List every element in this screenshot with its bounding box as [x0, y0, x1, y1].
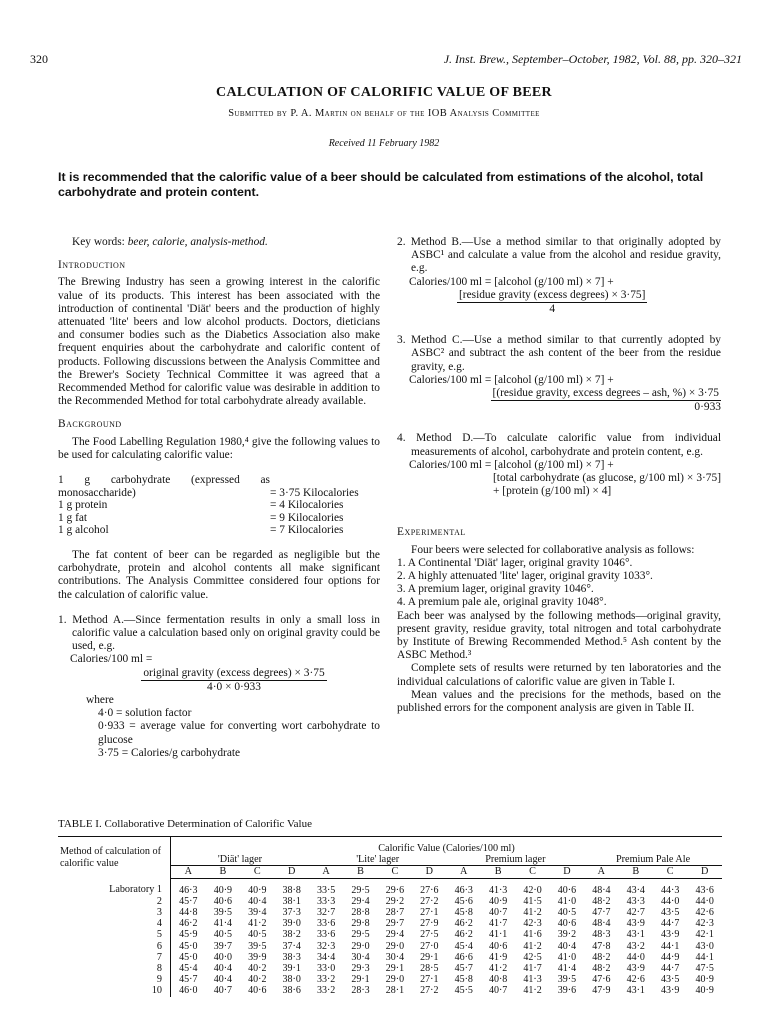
beer-list-item: 1. A Continental 'Diät' lager, original gravity 1046°.: [397, 556, 633, 569]
calorie-item: 1 g fat: [58, 511, 88, 524]
method-header: B: [343, 866, 377, 878]
table-cell: 43·6: [695, 884, 714, 896]
table-cell: 39·0: [282, 918, 301, 930]
table-cell: 40·9: [488, 895, 508, 907]
method-header: A: [309, 866, 343, 878]
table-header-row: [58, 837, 722, 855]
table-cell: 40·9: [695, 985, 714, 997]
right-column: [397, 236, 721, 715]
table-cell: 46·0: [171, 985, 206, 996]
table-cell: 46·2: [454, 918, 473, 930]
table-cell: 41·4: [213, 918, 233, 930]
table-cell: 27·2: [420, 985, 439, 997]
table-cell: 29·0: [385, 940, 405, 952]
method-header: D: [550, 866, 584, 878]
table-cell: 48·3: [592, 929, 611, 941]
table-cell: 29·4: [351, 895, 370, 907]
table-cell: 46·3: [454, 884, 473, 896]
table-cell: 39·9: [248, 951, 267, 963]
calorie-item: 1 g alcohol: [58, 524, 109, 537]
table-cell: 41·5: [523, 895, 542, 907]
background-heading: Background: [58, 418, 122, 431]
submitted-by: Submitted by P. A. Martin on behalf of the IOB Analysis Committee: [228, 108, 540, 119]
row-label: 9: [156, 974, 162, 986]
table-cell: 48·2: [592, 951, 611, 963]
table-cell: 40·8: [488, 974, 508, 986]
method-d-formula-1: Calories/100 ml = [alcohol (g/100 ml) × 7] +: [409, 458, 614, 471]
calorie-value: = 3·75 Kilocalories: [270, 486, 359, 499]
method-d-formula-2: [total carbohydrate (as glucose, g/100 ml) × 3·75] + [protein (g/100 ml) × 4]: [493, 472, 721, 498]
table-cell: 40·4: [248, 895, 267, 907]
table-cell: 30·4: [385, 951, 405, 963]
table-row: [58, 963, 722, 974]
method-header: C: [378, 866, 412, 878]
table-cell: 43·9: [626, 963, 645, 975]
table-body: [58, 878, 722, 997]
calorie-row: [58, 499, 380, 512]
table-row: [58, 929, 722, 940]
table-cell: 40·7: [488, 985, 508, 997]
row-label: 3: [156, 907, 162, 919]
table-cell: 27·6: [420, 884, 439, 896]
table-cell: 43·0: [695, 940, 714, 952]
row-header: Method of calculation of calorific value: [58, 837, 171, 879]
table-row: [58, 941, 722, 952]
table-cell: 40·9: [695, 974, 714, 986]
table-cell: 43·1: [626, 929, 645, 941]
table-cell: 33·2: [316, 985, 336, 997]
table-cell: 28·3: [351, 985, 370, 997]
method-a-text: 1. Method A.—Since fermentation results in only a small loss in calorific value a calculation based only on original gravity could be used, e.g.: [58, 613, 380, 653]
table-cell: 43·5: [661, 907, 680, 919]
group-header: 'Diät' lager: [171, 854, 309, 866]
calorie-row: [58, 524, 380, 537]
table-cell: 44·0: [661, 895, 680, 907]
row-label: 5: [156, 929, 162, 941]
table-cell: 39·4: [248, 907, 267, 919]
calorie-row: [58, 512, 380, 525]
table-cell: 40·6: [488, 940, 508, 952]
method-d-text: 4. Method D.—To calculate calorific value from individual measurements of alcohol, carbohydrate and protein content, e.g.: [397, 432, 721, 458]
keywords: [58, 236, 380, 249]
table-cell: 29·0: [351, 940, 370, 952]
table-cell: 43·9: [661, 929, 680, 941]
method-c-denominator: 0·933: [694, 401, 721, 414]
table-cell: 43·3: [626, 895, 645, 907]
method-a-formula-lead: Calories/100 ml =: [70, 653, 153, 666]
table-cell: 40·4: [213, 974, 233, 986]
table-cell: 29·0: [385, 974, 405, 986]
table-cell: 27·0: [420, 940, 439, 952]
table-cell: 29·6: [385, 884, 405, 896]
table-cell: 37·4: [282, 940, 301, 952]
table-row: [58, 878, 722, 896]
table-cell: 42·6: [695, 907, 714, 919]
table-cell: 38·0: [282, 974, 301, 986]
table-cell: 42·3: [523, 918, 542, 930]
table-cell: 33·0: [316, 963, 336, 975]
table-cell: 39·5: [213, 907, 233, 919]
table-cell: 40·7: [213, 985, 233, 997]
calorie-item: 1 g protein: [58, 499, 108, 512]
paper-title: CALCULATION OF CALORIFIC VALUE OF BEER: [216, 85, 552, 100]
table-cell: 38·8: [282, 884, 301, 896]
table-cell: 40·6: [557, 884, 577, 896]
table-cell: 40·4: [557, 940, 577, 952]
table-cell: 43·2: [626, 940, 645, 952]
table-row: [58, 918, 722, 929]
table-cell: 29·8: [351, 918, 370, 930]
table-cell: 45·0: [171, 941, 206, 952]
table-cell: 47·5: [695, 963, 714, 975]
table-cell: 45·4: [171, 963, 206, 974]
method-a-where-3: 3·75 = Calories/g carbohydrate: [98, 746, 241, 759]
table-cell: 33·6: [316, 918, 336, 930]
method-header: B: [481, 866, 515, 878]
method-header: A: [171, 866, 206, 878]
row-label: 7: [156, 951, 162, 963]
introduction-heading: Introduction: [58, 259, 126, 272]
table-cell: 40·2: [248, 963, 267, 975]
table-cell: 42·1: [695, 929, 714, 941]
table-cell: 33·6: [316, 929, 336, 941]
table-cell: 48·2: [592, 895, 611, 907]
method-a-where: where: [86, 694, 114, 707]
table-cell: 44·0: [626, 951, 645, 963]
table-cell: 40·5: [213, 929, 233, 941]
row-label: 8: [156, 963, 162, 975]
table-cell: 45·6: [454, 895, 473, 907]
table-cell: 42·5: [523, 951, 542, 963]
method-c-formula: Calories/100 ml = [alcohol (g/100 ml) × 7] +: [409, 373, 614, 386]
table-cell: 30·4: [351, 951, 370, 963]
keywords-label: Key words:: [72, 236, 125, 248]
experimental-p3: Mean values and the precisions for the methods, based on the published errors for the component analysis are given in Table II.: [397, 688, 721, 715]
table-cell: 44·8: [171, 907, 206, 918]
table-cell: 48·4: [592, 918, 611, 930]
table-cell: 45·7: [454, 963, 473, 975]
table-cell: 42·7: [626, 907, 645, 919]
table-cell: 40·6: [248, 985, 267, 997]
method-c-text: 3. Method C.—Use a method similar to that currently adopted by ASBC² and subtract the ash content of the beer from the residue gravity, e.g.: [397, 334, 721, 373]
table-cell: 40·5: [557, 907, 577, 919]
group-header: Premium Pale Ale: [584, 854, 722, 866]
table-cell: 40·6: [557, 918, 577, 930]
table-cell: 44·9: [661, 951, 680, 963]
table-cell: 29·5: [351, 929, 370, 941]
method-b-numerator: [residue gravity (excess degrees) × 3·75]: [457, 289, 647, 303]
table-cell: 32·7: [316, 907, 336, 919]
calorie-value: = 9 Kilocalories: [270, 511, 344, 524]
method-b-fraction: [397, 289, 721, 316]
table-cell: 45·9: [171, 929, 206, 940]
table-cell: 40·6: [213, 895, 233, 907]
table-cell: 39·2: [557, 929, 577, 941]
table-cell: 34·4: [316, 951, 336, 963]
table-cell: 44·7: [661, 963, 680, 975]
experimental-p1: Each beer was analysed by the following methods—original gravity, present gravity, residue gravity, total nitrogen and total carbohydrate by Institute of Brewing Recommended Method.⁵ Ash content by the ASBC Method.³: [397, 609, 721, 662]
table-row: [58, 907, 722, 918]
table-row: [58, 952, 722, 963]
table-cell: 28·8: [351, 907, 370, 919]
abstract: It is recommended that the calorific value of a beer should be calculated from estimations of the alcohol, total carbohydrate and protein content.: [58, 170, 704, 199]
table-cell: 33·5: [316, 884, 336, 896]
table-cell: 41·3: [488, 884, 508, 896]
table-cell: 41·7: [523, 963, 542, 975]
table-cell: 45·7: [171, 896, 206, 907]
method-header: A: [584, 866, 618, 878]
table-caption: TABLE I. Collaborative Determination of Calorific Value: [58, 818, 312, 830]
table-cell: 41·3: [523, 974, 542, 986]
table-cell: 27·5: [420, 929, 439, 941]
calorie-item: 1 g carbohydrate (expressed as monosaccharide): [58, 474, 270, 499]
table-cell: 29·3: [351, 963, 370, 975]
table-cell: 42·3: [695, 918, 714, 930]
table-cell: 40·4: [213, 963, 233, 975]
table-cell: 42·0: [523, 884, 542, 896]
table-cell: 43·9: [626, 918, 645, 930]
method-b-formula: Calories/100 ml = [alcohol (g/100 ml) × 7] +: [409, 275, 614, 288]
calorie-row: [58, 474, 380, 499]
table-cell: 44·3: [661, 884, 680, 896]
row-label: 6: [156, 940, 162, 952]
journal-citation: J. Inst. Brew., September–October, 1982, Vol. 88, pp. 320–321: [443, 52, 742, 66]
span-header: Calorific Value (Calories/100 ml): [171, 837, 723, 855]
table-cell: 47·7: [592, 907, 611, 919]
table-cell: 41·2: [523, 940, 542, 952]
method-header: C: [653, 866, 687, 878]
method-header: D: [412, 866, 446, 878]
table-cell: 44·7: [661, 918, 680, 930]
background-intro: The Food Labelling Regulation 1980,⁴ give the following values to be used for calculating calorific value:: [58, 435, 380, 461]
background-para2: The fat content of beer can be regarded as negligible but the carbohydrate, protein and alcohol contents all make significant contributions. The Analysis Committee considered four options for the calculation of calorific value.: [58, 549, 380, 601]
method-c-numerator: [(residue gravity, excess degrees – ash, %) × 3·75: [491, 387, 721, 401]
table-cell: 41·2: [488, 963, 508, 975]
table-cell: 29·1: [385, 963, 405, 975]
group-header: Premium lager: [447, 854, 585, 866]
table-cell: 43·5: [661, 974, 680, 986]
results-table: [58, 836, 722, 997]
table-cell: 41·2: [523, 907, 542, 919]
table-cell: 38·3: [282, 951, 301, 963]
table-cell: 40·9: [213, 884, 233, 896]
table-cell: 45·8: [454, 974, 473, 986]
table-cell: 29·1: [420, 951, 439, 963]
method-header: B: [206, 866, 240, 878]
table-row: [58, 974, 722, 985]
table-cell: 43·9: [661, 985, 680, 997]
received-date: Received 11 February 1982: [328, 138, 440, 149]
table-cell: 38·1: [282, 895, 301, 907]
table-cell: 32·3: [316, 940, 336, 952]
table-cell: 45·8: [454, 907, 473, 919]
table-cell: 29·1: [351, 974, 370, 986]
table-cell: 40·0: [213, 951, 233, 963]
table-cell: 40·2: [248, 974, 267, 986]
table-cell: 41·0: [557, 951, 577, 963]
table-cell: 38·6: [282, 985, 301, 997]
table-cell: 29·7: [385, 918, 405, 930]
beer-list-item: 3. A premium lager, original gravity 1046°.: [397, 583, 594, 596]
table-cell: 45·0: [171, 952, 206, 963]
table-cell: 33·2: [316, 974, 336, 986]
experimental-intro: Four beers were selected for collaborative analysis as follows:: [411, 543, 695, 556]
table-cell: 40·7: [488, 907, 508, 919]
method-header: D: [275, 866, 309, 878]
method-a-fraction: [58, 667, 380, 694]
method-c-fraction: [397, 387, 721, 414]
table-cell: 44·1: [661, 940, 680, 952]
table-cell: 28·1: [385, 985, 405, 997]
row-label: Laboratory 1: [109, 884, 162, 896]
experimental-p2: Complete sets of results were returned by ten laboratories and the individual calculations of calorific value are given in Table I.: [397, 662, 721, 688]
table-cell: 47·9: [592, 985, 611, 997]
row-label: 4: [156, 918, 162, 930]
table-cell: 39·1: [282, 963, 301, 975]
row-label: 2: [156, 895, 162, 907]
table-cell: 46·2: [171, 918, 206, 929]
page-number: 320: [30, 52, 48, 66]
table-cell: 29·4: [385, 929, 405, 941]
table-cell: 41·6: [523, 929, 542, 941]
table-cell: 38·2: [282, 929, 301, 941]
table-cell: 44·0: [695, 895, 714, 907]
table-cell: 47·8: [592, 940, 611, 952]
calorie-value: = 7 Kilocalories: [270, 524, 344, 537]
table-cell: 27·1: [420, 974, 439, 986]
table-cell: 37·3: [282, 907, 301, 919]
table-cell: 41·4: [557, 963, 577, 975]
method-header: D: [687, 866, 722, 878]
table-cell: 45·4: [454, 940, 473, 952]
table-row: [58, 985, 722, 996]
table-cell: 40·9: [248, 884, 267, 896]
table-cell: 41·7: [488, 918, 508, 930]
table-cell: 28·5: [420, 963, 439, 975]
calorie-values-table: [58, 474, 380, 537]
method-header: A: [447, 866, 481, 878]
keywords-text: beer, calorie, analysis-method.: [127, 236, 268, 248]
method-header: B: [619, 866, 653, 878]
table-cell: 27·9: [420, 918, 439, 930]
table-cell: 29·5: [351, 884, 370, 896]
calorie-value: = 4 Kilocalories: [270, 499, 344, 512]
table-cell: 27·2: [420, 895, 439, 907]
table-cell: 41·0: [557, 895, 577, 907]
table-cell: 33·3: [316, 895, 336, 907]
table-cell: 48·4: [592, 884, 611, 896]
table-cell: 45·7: [171, 974, 206, 985]
table-cell: 28·7: [385, 907, 405, 919]
beer-list-item: 4. A premium pale ale, original gravity 1048°.: [397, 596, 607, 609]
method-header: C: [515, 866, 549, 878]
group-header: 'Lite' lager: [309, 854, 447, 866]
introduction-text: The Brewing Industry has seen a growing interest in the calorific value of its products. This interest has been associated with the introduction of continental 'Diät' beers and the production of highly attenuated 'lite' beers and low alcohol products. Doctors, dieticians and consumer bodies such as the Diabetics Association also make frequent enquiries about the carbohydrate and calorific content of products. Following discussions between the Analysis Committee and the Brewer's Society Technical Committee it was agreed that a Recommended Method for calorific value was desirable in addition to the Recommended Method for total carbohydrate already available.: [58, 276, 380, 408]
method-a-where-2: 0·933 = average value for converting wort carbohydrate to glucose: [98, 720, 380, 746]
table-cell: 41·1: [488, 929, 508, 941]
table-cell: 46·3: [171, 878, 206, 896]
table-cell: 46·6: [454, 951, 473, 963]
method-a-where-1: 4·0 = solution factor: [98, 707, 192, 720]
table-cell: 44·1: [695, 951, 714, 963]
table-cell: 45·5: [454, 985, 473, 997]
experimental-heading: Experimental: [397, 526, 466, 539]
table-cell: 41·2: [248, 918, 267, 930]
table-cell: 40·5: [248, 929, 267, 941]
table-cell: 46·2: [454, 929, 473, 941]
method-a-denominator: 4·0 × 0·933: [207, 680, 261, 693]
table-cell: 48·2: [592, 963, 611, 975]
table-cell: 43·1: [626, 985, 645, 997]
table-cell: 27·1: [420, 907, 439, 919]
table-cell: 42·6: [626, 974, 645, 986]
table-cell: 41·2: [523, 985, 542, 997]
table-row: [58, 896, 722, 907]
left-column: [58, 236, 380, 760]
table-cell: 39·7: [213, 940, 233, 952]
table-cell: 29·2: [385, 895, 405, 907]
table-cell: 39·6: [557, 985, 577, 997]
table-cell: 47·6: [592, 974, 611, 986]
method-header: C: [240, 866, 274, 878]
method-a-numerator: original gravity (excess degrees) × 3·75: [141, 667, 326, 681]
table-cell: 39·5: [557, 974, 577, 986]
beer-list-item: 2. A highly attenuated 'lite' lager, original gravity 1033°.: [397, 570, 653, 583]
table-cell: 41·9: [488, 951, 508, 963]
row-label: 10: [151, 985, 162, 997]
table-cell: 39·5: [248, 940, 267, 952]
table-cell: 43·4: [626, 884, 645, 896]
method-b-denominator: 4: [549, 303, 556, 316]
method-b-text: 2. Method B.—Use a method similar to that originally adopted by ASBC¹ and calculate a value from the alcohol and residue gravity, e.g.: [397, 236, 721, 275]
